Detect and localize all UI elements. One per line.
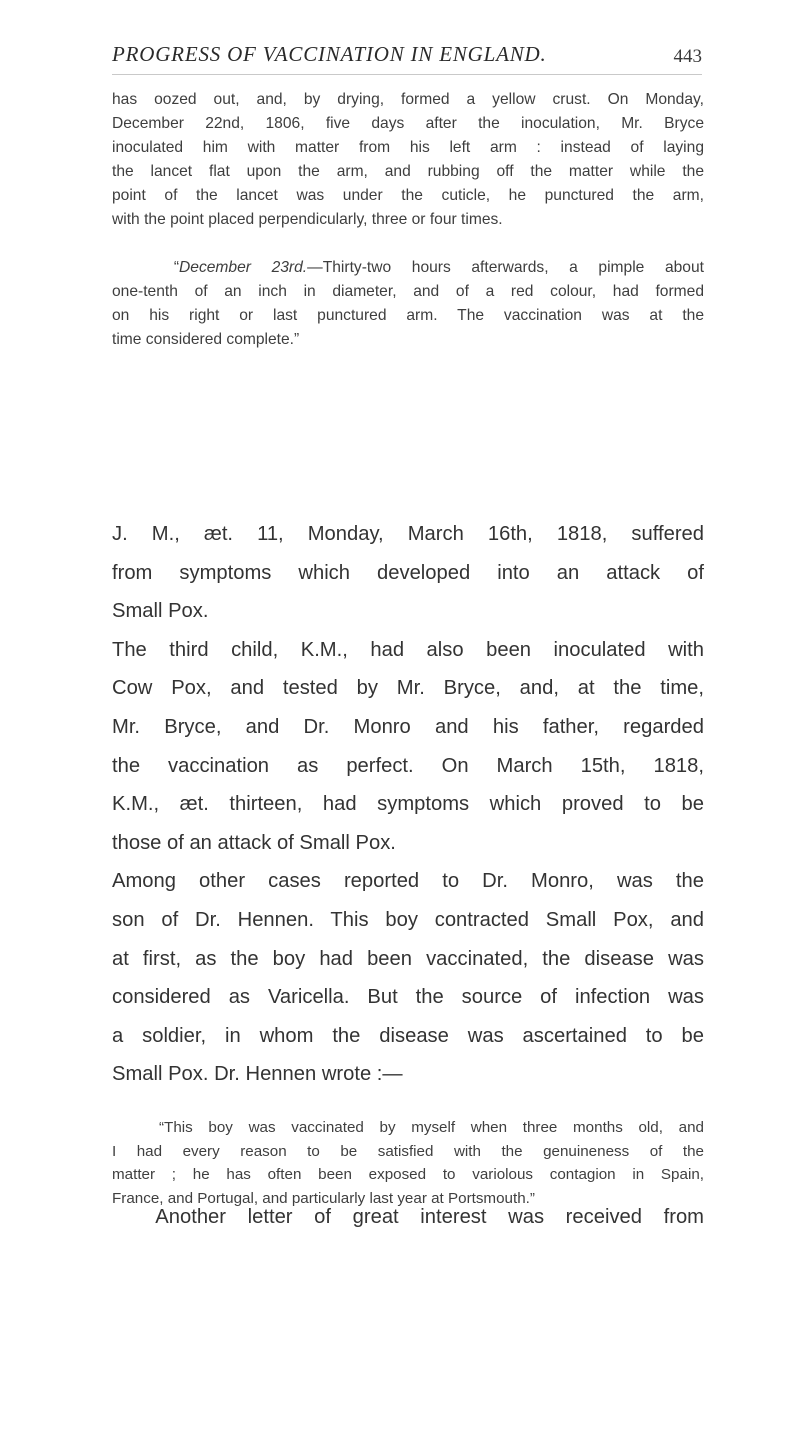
text-line: time considered complete.” — [112, 331, 300, 348]
header-rule — [112, 74, 702, 75]
text-line — [112, 1116, 704, 1140]
paragraph-december-23 — [112, 256, 704, 352]
text-line — [112, 1198, 704, 1237]
text-line: son of Dr. Hennen. This boy contracted Small Pox, and — [112, 908, 704, 931]
text-line: those of an attack of Small Pox. — [112, 831, 396, 854]
page-number: 443 — [673, 46, 702, 67]
text-line: Among other cases reported to Dr. Monro, was the — [112, 870, 704, 893]
text-fragment: “This boy was vaccinated by myself when three months old, and — [159, 1119, 704, 1136]
text-line: the lancet flat upon the arm, and rubbing off the matter while the — [112, 163, 704, 180]
text-line: from symptoms which developed into an attack of — [112, 561, 704, 584]
text-line: considered as Varicella. But the source of infection was — [112, 986, 704, 1009]
text-line: The third child, K.M., had also been inoculated with — [112, 638, 704, 661]
text-line: December 22nd, 1806, five days after the inoculation, Mr. Bryce — [112, 115, 704, 132]
text-line: Small Pox. Dr. Hennen wrote :— — [112, 1063, 403, 1086]
running-header — [112, 42, 702, 82]
text-fragment: —Thirty-two hours afterwards, a pimple about — [307, 259, 704, 276]
paragraph-another-letter — [112, 1198, 704, 1237]
running-title: PROGRESS OF VACCINATION IN ENGLAND. — [112, 42, 547, 66]
text-line: inoculated him with matter from his left arm : instead of laying — [112, 139, 704, 156]
text-fragment: Another letter of great interest was received from — [155, 1206, 705, 1228]
text-line: Small Pox. — [112, 600, 209, 623]
paragraph-hennen-quote — [112, 1116, 704, 1210]
text-line: matter ; he has often been exposed to variolous contagion in Spain, — [112, 1166, 704, 1183]
text-line: K.M., æt. thirteen, had symptoms which proved to be — [112, 793, 704, 816]
text-line: Cow Pox, and tested by Mr. Bryce, and, at the time, — [112, 677, 704, 700]
text-line: the vaccination as perfect. On March 15th, 1818, — [112, 754, 704, 777]
paragraph-inoculation-account — [112, 88, 704, 232]
text-line: “December 23rd.—Thirty-two hours afterwards, a pimple about — [112, 259, 704, 276]
text-line: with the point placed perpendicularly, three or four times. — [112, 211, 503, 228]
date-heading: December 23rd. — [179, 259, 308, 276]
text-line: at first, as the boy had been vaccinated, the disease was — [112, 947, 704, 970]
text-line: France, and Portugal, and particularly last year at Portsmouth.” — [112, 1189, 535, 1207]
main-text-block — [112, 515, 704, 1094]
text-line: on his right or last punctured arm. The vaccination was at the — [112, 307, 704, 324]
text-line: I had every reason to be satisfied with the genuineness of the — [112, 1142, 704, 1160]
text-line: one-tenth of an inch in diameter, and of a red colour, had formed — [112, 283, 704, 300]
text-line: Mr. Bryce, and Dr. Monro and his father, regarded — [112, 715, 704, 738]
text-line: has oozed out, and, by drying, formed a yellow crust. On Monday, — [112, 91, 704, 108]
text-line: J. M., æt. 11, Monday, March 16th, 1818, suffered — [112, 523, 704, 545]
text-line: a soldier, in whom the disease was ascertained to be — [112, 1024, 704, 1047]
text-line: point of the lancet was under the cuticle, he punctured the arm, — [112, 187, 704, 204]
